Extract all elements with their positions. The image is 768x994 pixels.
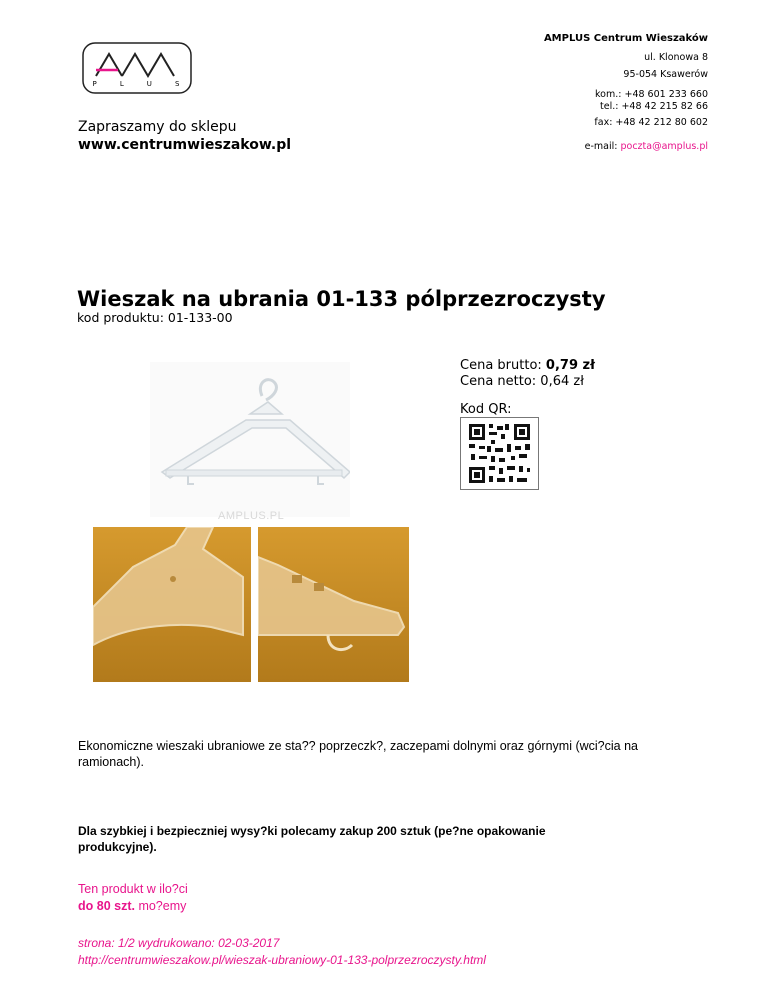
invite-text: Zapraszamy do sklepu — [78, 119, 237, 135]
photo-watermark: AMPLUS.PL — [218, 510, 285, 522]
company-street: ul. Klonowa 8 — [644, 51, 708, 63]
product-photo-detail-1 — [93, 527, 251, 682]
footer-page-info: strona: 1/2 wydrukowano: 02-03-2017 — [78, 936, 280, 950]
stock-qty: do 80 szt. — [78, 899, 135, 913]
product-photo-main — [150, 362, 350, 517]
price-gross-label: Cena brutto: — [460, 358, 546, 373]
price-block — [460, 358, 595, 390]
company-fax: fax: +48 42 212 80 602 — [594, 117, 708, 128]
promo-note: Dla szybkiej i bezpieczniej wysy?ki polecamy zakup 200 sztuk (pe?ne opakowanie produkcyjne). — [78, 824, 546, 854]
stock-tail: mo?emy — [134, 899, 187, 913]
company-city: 95-054 Ksawerów — [623, 69, 708, 81]
product-photo-detail-2 — [258, 527, 409, 682]
shop-url-link[interactable]: www.centrumwieszakow.pl — [78, 137, 292, 153]
company-name: AMPLUS Centrum Wieszaków — [543, 33, 708, 44]
company-mobile: kom.: +48 601 233 660 — [595, 89, 708, 101]
product-description: Ekonomiczne wieszaki ubraniowe ze sta?? poprzeczk?, zaczepami dolnymi oraz górnymi (wci?cia na ramionach). — [78, 739, 638, 769]
email-label: e-mail: — [584, 140, 621, 152]
qr-label: Kod QR: — [460, 402, 512, 417]
stock-info — [78, 881, 188, 915]
email-link[interactable]: poczta@amplus.pl — [620, 140, 708, 152]
company-phone: tel.: +48 42 215 82 66 — [600, 101, 708, 113]
logo-letter: S — [174, 80, 182, 88]
price-net: Cena netto: 0,64 zł — [460, 374, 584, 389]
logo-letter: L — [119, 80, 126, 88]
logo-letter: U — [146, 80, 154, 88]
stock-line-2 — [78, 898, 188, 915]
qr-code — [460, 417, 539, 490]
price-gross — [460, 358, 595, 374]
logo-letter: P — [92, 80, 99, 88]
company-info — [544, 33, 708, 153]
stock-line-1: Ten produkt w ilo?ci — [78, 882, 188, 896]
page-footer — [78, 935, 486, 969]
product-code: kod produktu: 01-133-00 — [77, 310, 233, 325]
product-title: Wieszak na ubrania 01-133 pólprzezroczysty — [77, 287, 606, 311]
company-logo — [82, 42, 192, 94]
price-gross-value: 0,79 zł — [545, 358, 595, 373]
shop-invite — [78, 118, 291, 154]
footer-url-link[interactable]: http://centrumwieszakow.pl/wieszak-ubraniowy-01-133-polprzezroczysty.html — [78, 953, 486, 967]
company-email — [544, 141, 708, 153]
